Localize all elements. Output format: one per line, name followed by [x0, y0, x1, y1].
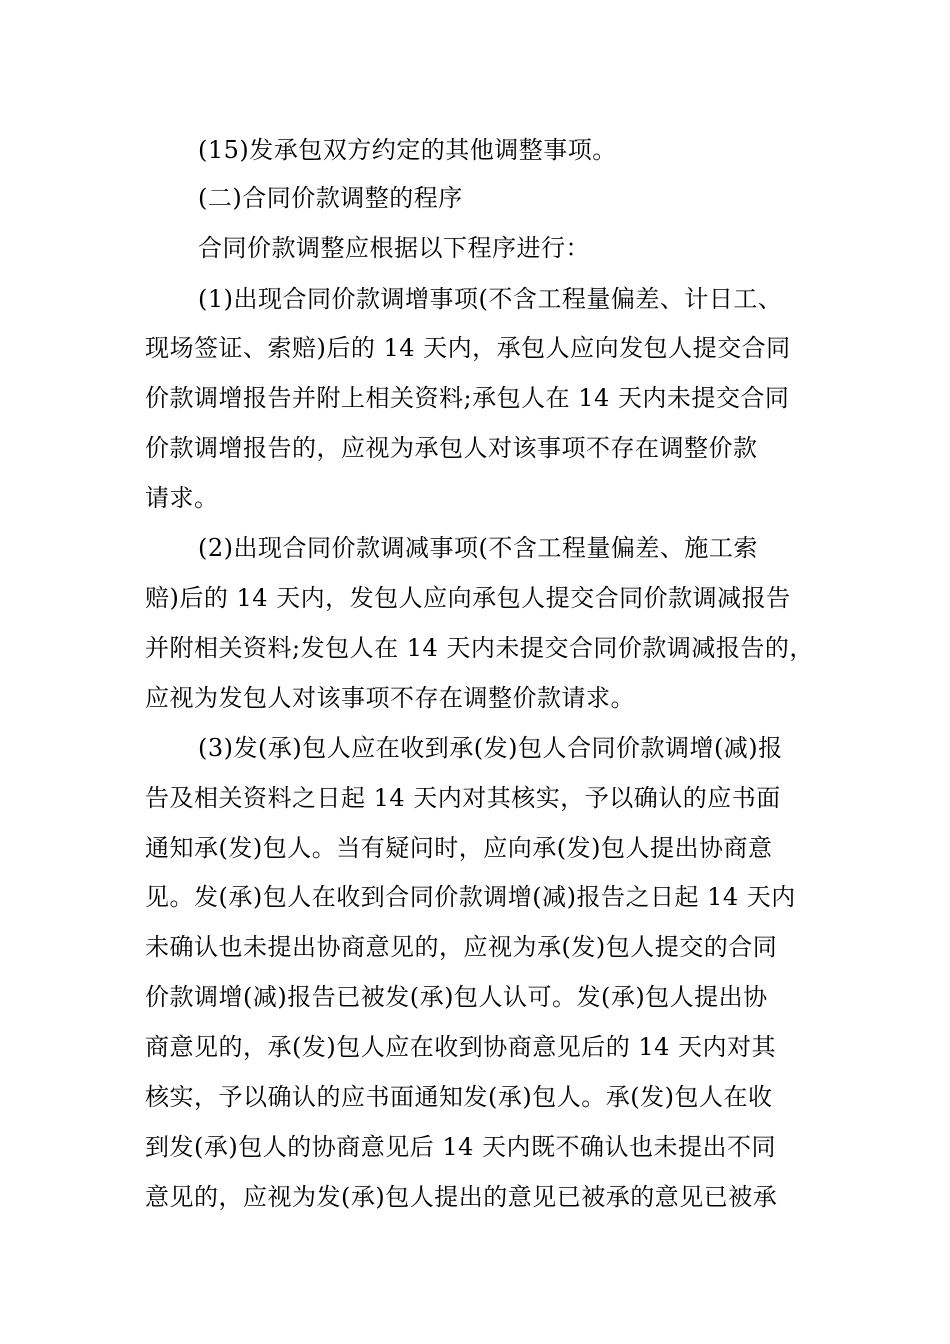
text-line: (2)出现合同价款调减事项(不含工程量偏差、施工索: [198, 534, 758, 562]
text-line: 见。发(承)包人在收到合同价款调增(减)报告之日起 14 天内: [145, 883, 796, 911]
text-line: (3)发(承)包人应在收到承(发)包人合同价款调增(减)报: [198, 734, 783, 762]
text-line: 合同价款调整应根据以下程序进行：: [198, 234, 590, 262]
text-line: 现场签证、索赔)后的 14 天内，承包人应向发包人提交合同: [145, 334, 791, 362]
text-line: 请求。: [145, 484, 219, 512]
text-line: 未确认也未提出协商意见的，应视为承(发)包人提交的合同: [145, 933, 778, 961]
text-line: 意见的，应视为发(承)包人提出的意见已被承的意见已被承: [145, 1183, 778, 1211]
text-line: (1)出现合同价款调增事项(不含工程量偏差、计日工、: [198, 285, 783, 313]
text-line: 价款调增报告并附上相关资料;承包人在 14 天内未提交合同: [145, 384, 790, 412]
text-line: 赔)后的 14 天内，发包人应向承包人提交合同价款调减报告: [145, 584, 791, 612]
text-line: 告及相关资料之日起 14 天内对其核实，予以确认的应书面: [145, 784, 781, 812]
text-line: (15)发承包双方约定的其他调整事项。: [198, 136, 617, 164]
text-line: 到发(承)包人的协商意见后 14 天内既不确认也未提出不同: [145, 1133, 777, 1161]
text-line: 并附相关资料;发包人在 14 天内未提交合同价款调减报告的，: [145, 634, 814, 662]
text-line: 核实，予以确认的应书面通知发(承)包人。承(发)包人在收: [145, 1083, 773, 1111]
text-line: 应视为发包人对该事项不存在调整价款请求。: [145, 684, 635, 712]
section-heading: (二)合同价款调整的程序: [198, 184, 463, 212]
text-line: 通知承(发)包人。当有疑问时，应向承(发)包人提出协商意: [145, 834, 773, 862]
text-line: 价款调增(减)报告已被发(承)包人认可。发(承)包人提出协: [145, 983, 768, 1011]
text-line: 价款调增报告的，应视为承包人对该事项不存在调整价款: [145, 434, 758, 462]
text-line: 商意见的，承(发)包人应在收到协商意见后的 14 天内对其: [145, 1033, 777, 1061]
